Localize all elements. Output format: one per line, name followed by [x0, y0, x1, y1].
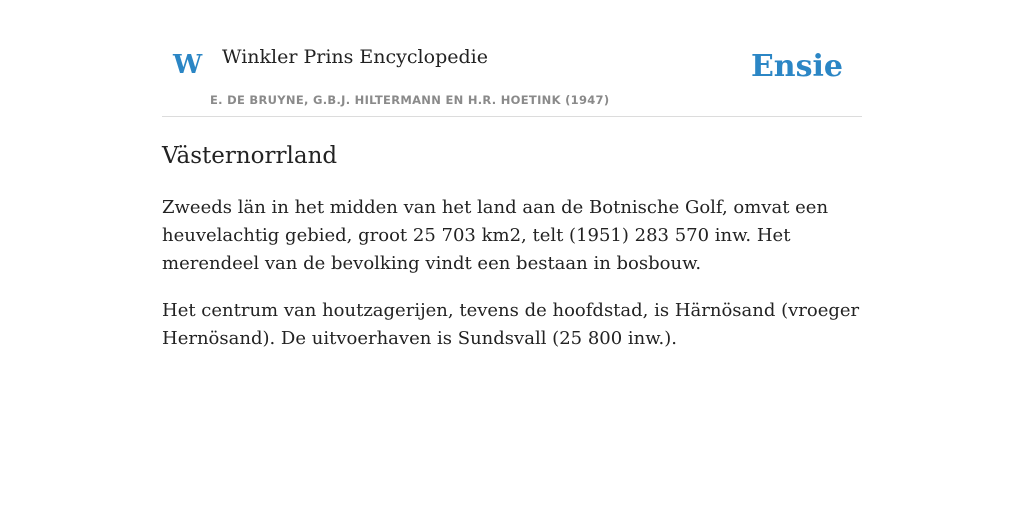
winkler-prins-logo: W [173, 50, 203, 80]
page [162, 0, 862, 353]
article-paragraph: Het centrum van houtzagerijen, tevens de hoofdstad, is Härnösand (vroeger Hernösand). De uitvoerhaven is Sundsvall (25 800 inw.). [162, 299, 860, 349]
source-title[interactable]: Winkler Prins Encyclopedie [222, 46, 488, 68]
ensie-logo-link[interactable]: Ensie [750, 49, 843, 84]
article-paragraph: Zweeds län in het midden van het land aan de Botnische Golf, omvat een heuvelachtig gebied, groot 25 703 km2, telt (1951) 283 570 inw. Het merendeel van de bevolking vindt een bestaan in bosbouw. [162, 196, 829, 274]
source-authors: E. DE BRUYNE, G.B.J. HILTERMANN EN H.R. HOETINK (1947) [210, 93, 610, 107]
article-title: Västernorrland [162, 143, 338, 169]
source-header [162, 0, 862, 117]
